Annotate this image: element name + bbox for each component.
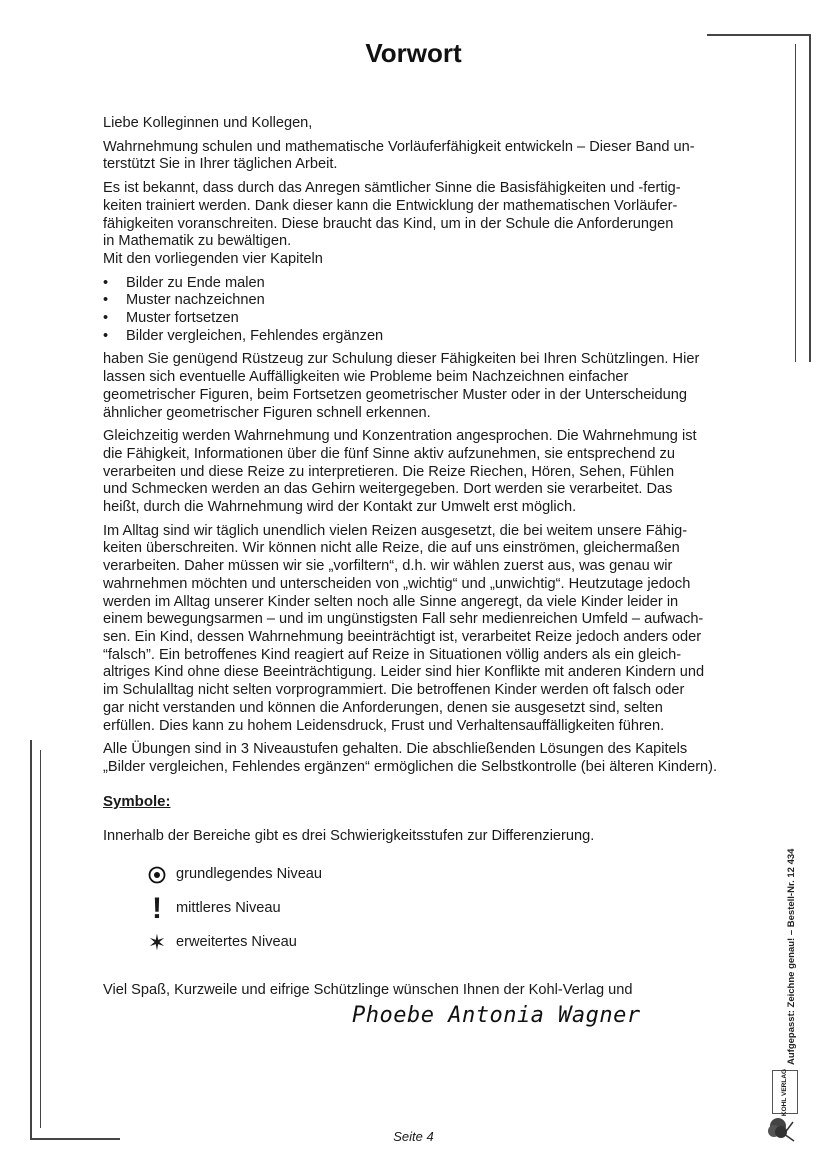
circle-dot-icon [138,866,176,884]
star-icon: ✶ [147,930,167,956]
text-line: sen. Ein Kind, dessen Wahrnehmung beeinträchtigt ist, verarbeitet Reize jedoch anders oder [103,628,702,645]
text-line: verarbeiten. Daher müssen wir sie „vorfiltern“, d.h. wir wählen zuerst aus, was genau wir [103,558,673,575]
text-line: keiten überschreiten. Wir können nicht alle Reize, die auf uns einströmen, gleichermaßen [103,540,680,557]
publisher-logo-text: KOHL VERLAG [781,1068,789,1116]
page-title: Vorwort [365,38,462,68]
symbols-heading: Symbole: [103,792,171,810]
text-line: Es ist bekannt, dass durch das Anregen sämtlicher Sinne die Basisfähigkeiten und -fertig- [103,180,681,197]
page-number: Seite 4 [393,1129,434,1144]
paragraph-basics [103,180,733,269]
text-line: und Schmecken werden an das Gehirn weitergegeben. Dort werden sie verarbeitet. Das [103,481,673,498]
paragraph-tools [103,351,733,422]
text-line: „Bilder vergleichen, Fehlendes ergänzen“ ermöglichen die Selbstkontrolle (bei älteren Kindern). [103,758,718,775]
exclamation-icon: ! [152,892,162,926]
text-line: werden im Alltag unserer Kinder selten noch alle Sinne angeregt, da viele Kinder leider in [103,593,679,610]
main-content [103,115,733,1006]
frame-top-line [707,34,811,36]
text-line: Wahrnehmung schulen und mathematische Vorläuferfähigkeit entwickeln – Dieser Band un- [103,138,695,155]
text-line: Mit den vorliegenden vier Kapiteln [103,250,323,267]
text-line: “falsch”. Ein betroffenes Kind reagiert auf Reize in Situationen völlig anders als ein gleich- [103,646,682,663]
text-line: geometrischer Figuren, beim Fortsetzen geometrischer Muster oder in der Unterscheidung [103,386,688,403]
paragraph-levels [103,741,733,776]
text-line: im Schulalltag nicht selten vorprogrammiert. Die betroffenen Kinder werden oft falsch oder [103,682,685,699]
bullet-icon: • [103,292,109,309]
bullet-icon: • [103,274,109,291]
text-line: die Fähigkeit, Informationen über die fünf Sinne aktiv aufzunehmen, sie entsprechend zu [103,445,675,462]
bullet-icon: • [103,327,109,344]
text-line: heißt, durch die Wahrnehmung wird der Kontakt zur Umwelt erst möglich. [103,499,577,516]
closing-line: Viel Spaß, Kurzweile und eifrige Schützlinge wünschen Ihnen der Kohl-Verlag und [103,982,633,999]
side-order-text: Aufgepasst: Zeichne genau! – Bestell-Nr. 12 434 [786,848,797,1065]
text-line: Im Alltag sind wir täglich unendlich vielen Reizen ausgesetzt, die bei weitem unsere Fähig- [103,522,688,539]
frame-right-inner-line [795,44,796,362]
publisher-logo [772,1070,798,1114]
frame-left-inner-line [40,750,41,1128]
symbol-label: mittleres Niveau [176,900,281,917]
symbol-row-medium [138,892,733,926]
frame-right-line [809,34,811,362]
text-line: Alle Übungen sind in 3 Niveaustufen gehalten. Die abschließenden Lösungen des Kapitels [103,741,688,758]
text-line: ähnlicher geometrischer Figuren schnell erkennen. [103,404,431,421]
list-item: • Bilder zu Ende malen [103,274,265,291]
text-line: gar nicht verstanden und können die Anforderungen, denen sie ausgesetzt sind, selten [103,699,663,716]
text-line: lassen sich eventuelle Auffälligkeiten wie Probleme beim Nachzeichnen einfacher [103,369,629,386]
text-line: einem bewegungsarmen – und im ungünstigsten Fall sehr medienreichen Umfeld – aufwach- [103,611,704,628]
paragraph-everyday [103,523,733,735]
list-item: • Muster fortsetzen [103,310,239,327]
text-line: haben Sie genügend Rüstzeug zur Schulung dieser Fähigkeiten bei Ihren Schützlingen. Hier [103,351,700,368]
text-line: verarbeiten und diese Reize zu interpretieren. Die Reize Riechen, Hören, Sehen, Fühlen [103,463,675,480]
text-line: erfüllen. Dies kann zu hohem Leidensdruck, Frust und Verhaltensauffälligkeiten führen. [103,717,665,734]
chapter-list [103,275,733,346]
frame-left-line [30,740,32,1140]
bullet-icon: • [103,310,109,327]
intro-paragraph [103,139,733,174]
symbol-row-basic [138,858,733,892]
list-item: • Bilder vergleichen, Fehlendes ergänzen [103,327,384,344]
text-line: keiten trainiert werden. Dank dieser kann die Entwicklung der mathematischen Vorläufer- [103,197,678,214]
symbol-label: erweitertes Niveau [176,934,297,951]
greeting: Liebe Kolleginnen und Kollegen, [103,115,313,131]
symbol-label: grundlegendes Niveau [176,866,323,883]
text-line: Gleichzeitig werden Wahrnehmung und Konzentration angesprochen. Die Wahrnehmung ist [103,428,697,445]
list-item: • Muster nachzeichnen [103,292,265,309]
text-line: terstützt Sie in Ihrer täglichen Arbeit. [103,156,338,173]
text-line: altriges Kind ohne diese Beeinträchtigung. Leider sind hier Konflikte mit anderen Kindern und [103,664,705,681]
symbol-row-advanced [138,926,733,960]
symbols-intro: Innerhalb der Bereiche gibt es drei Schwierigkeitsstufen zur Differenzierung. [103,828,595,845]
paragraph-perception [103,428,733,517]
signature: Phoebe Antonia Wagner [352,1003,641,1028]
text-line: fähigkeiten voranschreiten. Diese braucht das Kind, um in der Schule die Anforderungen [103,215,674,232]
tree-logo-icon [766,1114,796,1144]
text-line: wahrnehmen möchten und unterscheiden von „wichtig“ und „unwichtig“. Heutzutage jedoch [103,575,691,592]
text-line: in Mathematik zu bewältigen. [103,233,292,250]
